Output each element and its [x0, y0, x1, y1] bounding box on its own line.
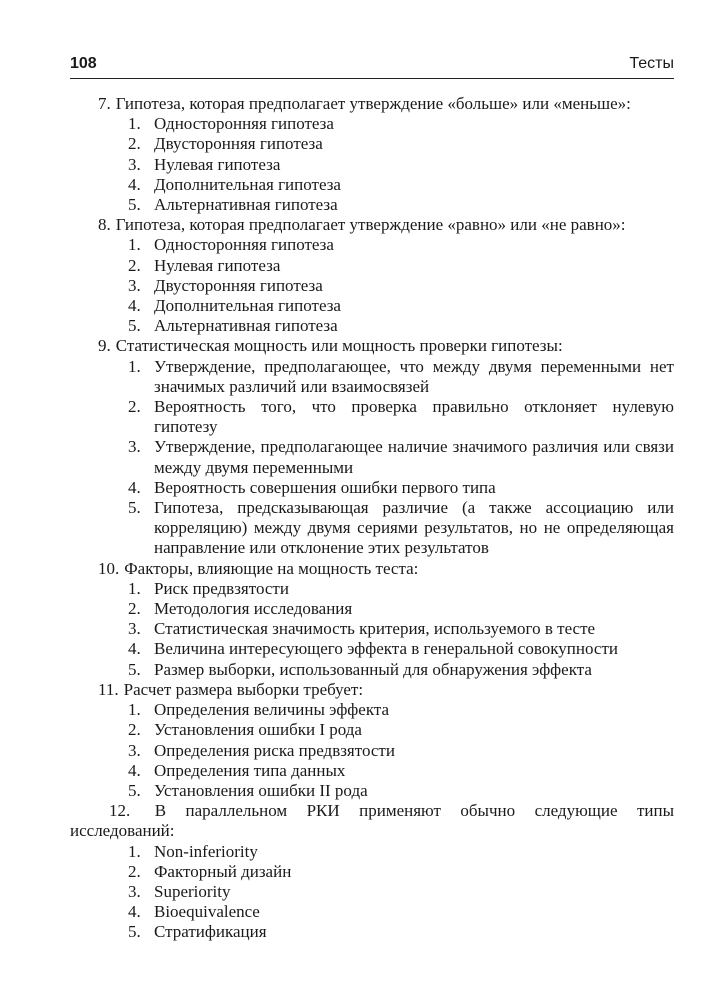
option-text: Установления ошибки II рода [154, 780, 368, 800]
page-number: 108 [70, 55, 97, 72]
question-title [70, 801, 674, 841]
option-number: 4. [128, 639, 141, 659]
option-text: Вероятность того, что проверка правильно отклоняет нулевую гипотезу [154, 397, 674, 437]
question-number: 12. [109, 801, 131, 821]
option-item [70, 316, 674, 336]
option-number: 2. [128, 255, 141, 275]
option-item [70, 397, 674, 437]
option-item [70, 357, 674, 397]
question-text: Факторы, влияющие на мощность теста: [124, 558, 419, 578]
option-text: Нулевая гипотеза [154, 255, 281, 275]
option-text: Размер выборки, использованный для обнаружения эффекта [154, 659, 592, 679]
option-item [70, 882, 674, 902]
option-text: Дополнительная гипотеза [154, 296, 341, 316]
option-text: Величина интересующего эффекта в генеральной совокупности [154, 639, 618, 659]
option-text: Superiority [154, 881, 231, 901]
option-item [70, 660, 674, 680]
option-item [70, 478, 674, 498]
option-item [70, 619, 674, 639]
option-item [70, 761, 674, 781]
option-number: 1. [128, 235, 141, 255]
page-header [70, 54, 674, 79]
question-title [70, 215, 674, 235]
question-text: Статистическая мощность или мощность проверки гипотезы: [115, 336, 563, 356]
option-number: 2. [128, 134, 141, 154]
option-list [70, 579, 674, 680]
option-text: Методология исследования [154, 599, 353, 619]
option-text: Риск предвзятости [154, 578, 289, 598]
option-item [70, 235, 674, 255]
question-7 [70, 94, 674, 215]
option-number: 5. [128, 922, 141, 942]
option-list [70, 842, 674, 943]
option-number: 4. [128, 477, 141, 497]
question-12 [70, 801, 674, 942]
option-text: Односторонняя гипотеза [154, 114, 334, 134]
option-number: 1. [128, 841, 141, 861]
option-text: Стратификация [154, 922, 267, 942]
option-number: 1. [128, 356, 141, 376]
option-number: 4. [128, 902, 141, 922]
option-text: Определения типа данных [154, 760, 346, 780]
question-number: 11. [98, 679, 119, 699]
question-title [70, 559, 674, 579]
question-title [70, 94, 674, 114]
option-item [70, 599, 674, 619]
question-8 [70, 215, 674, 336]
option-number: 3. [128, 619, 141, 639]
option-number: 2. [128, 599, 141, 619]
option-item [70, 700, 674, 720]
option-number: 1. [128, 700, 141, 720]
option-text: Вероятность совершения ошибки первого типа [154, 477, 496, 497]
option-text: Статистическая значимость критерия, используемого в тесте [154, 619, 596, 639]
option-number: 4. [128, 760, 141, 780]
option-text: Определения риска предвзятости [154, 740, 395, 760]
option-list [70, 700, 674, 801]
option-item [70, 276, 674, 296]
option-text: Определения величины эффекта [154, 700, 390, 720]
option-text: Альтернативная гипотеза [154, 195, 338, 215]
option-text: Гипотеза, предсказывающая различие (а также ассоциацию или корреляцию) между двумя сериями результатов, но не определяющая направление или отклонение этих результатов [154, 498, 674, 558]
option-item [70, 155, 674, 175]
option-item [70, 842, 674, 862]
option-item [70, 498, 674, 559]
option-text: Двусторонняя гипотеза [154, 134, 323, 154]
option-list [70, 357, 674, 559]
question-number: 10. [98, 558, 120, 578]
question-text: Гипотеза, которая предполагает утверждение «равно» или «не равно»: [115, 215, 626, 235]
option-number: 2. [128, 397, 141, 417]
option-number: 5. [128, 316, 141, 336]
option-number: 5. [128, 659, 141, 679]
option-number: 3. [128, 437, 141, 457]
option-text: Односторонняя гипотеза [154, 235, 334, 255]
question-number: 8. [98, 215, 111, 235]
option-text: Дополнительная гипотеза [154, 174, 341, 194]
option-number: 4. [128, 174, 141, 194]
option-text: Нулевая гипотеза [154, 154, 281, 174]
question-title [70, 680, 674, 700]
option-item [70, 195, 674, 215]
question-number: 9. [98, 336, 111, 356]
option-item [70, 922, 674, 942]
option-item [70, 437, 674, 477]
option-text: Bioequivalence [154, 902, 260, 922]
question-text: Расчет размера выборки требует: [123, 679, 364, 699]
option-item [70, 256, 674, 276]
option-text: Утверждение, предполагающее наличие значимого различия или связи между двумя переменными [154, 437, 674, 477]
option-number: 1. [128, 114, 141, 134]
question-text: В параллельном РКИ применяют обычно следующие типы исследований: [70, 801, 675, 841]
option-item [70, 902, 674, 922]
option-text: Установления ошибки I рода [154, 720, 362, 740]
option-number: 2. [128, 720, 141, 740]
option-item [70, 741, 674, 761]
option-item [70, 114, 674, 134]
option-number: 3. [128, 740, 141, 760]
option-item [70, 579, 674, 599]
option-number: 5. [128, 498, 141, 518]
option-number: 3. [128, 881, 141, 901]
option-text: Двусторонняя гипотеза [154, 275, 323, 295]
option-text: Утверждение, предполагающее, что между двумя переменными нет значимых различий или взаимосвязей [154, 356, 674, 396]
option-number: 3. [128, 154, 141, 174]
question-text: Гипотеза, которая предполагает утверждение «больше» или «меньше»: [115, 94, 631, 113]
option-item [70, 781, 674, 801]
option-item [70, 720, 674, 740]
question-11 [70, 680, 674, 801]
option-text: Non-inferiority [154, 841, 258, 861]
question-list [70, 94, 674, 943]
option-number: 1. [128, 578, 141, 598]
option-list [70, 235, 674, 336]
option-item [70, 175, 674, 195]
option-number: 3. [128, 275, 141, 295]
option-item [70, 296, 674, 316]
running-title: Тесты [629, 55, 674, 72]
option-item [70, 862, 674, 882]
option-text: Факторный дизайн [154, 861, 292, 881]
option-text: Альтернативная гипотеза [154, 316, 338, 336]
option-number: 2. [128, 861, 141, 881]
question-title [70, 336, 674, 356]
question-10 [70, 559, 674, 680]
option-number: 4. [128, 296, 141, 316]
option-item [70, 639, 674, 659]
option-item [70, 134, 674, 154]
option-number: 5. [128, 195, 141, 215]
question-number: 7. [98, 94, 111, 113]
option-number: 5. [128, 780, 141, 800]
question-9 [70, 336, 674, 558]
option-list [70, 114, 674, 215]
